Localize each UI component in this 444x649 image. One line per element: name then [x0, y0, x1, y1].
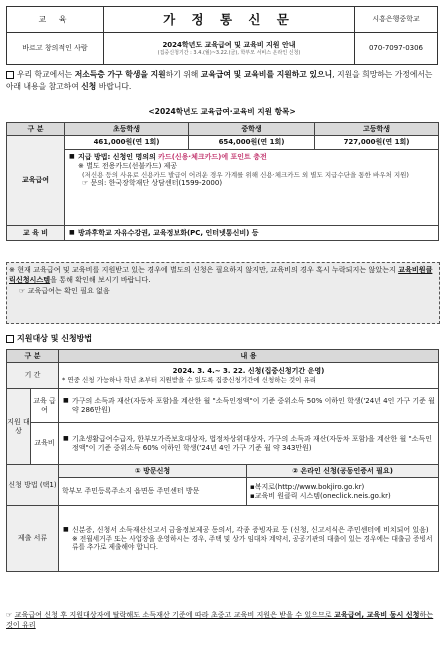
period-main: 2024. 3. 4.~ 3. 22. 신청(집중신청기간 운영) — [172, 367, 325, 376]
row-label-period: 기 간 — [7, 363, 59, 389]
target-edu-text: ■ 가구의 소득과 재산(자동차 포함)을 계산한 월 "소득인정액"이 기준 중위소득 50% 이하인 학생('24년 4인 가구 기준 월 약 286만원) — [72, 397, 435, 415]
amount-elementary: 461,000원(연 1회) — [65, 136, 189, 150]
table-header: 중학생 — [189, 123, 315, 136]
school-motto: 바르고 창의적인 사람 — [7, 33, 104, 65]
school-name: 시흥은행중학교 — [355, 7, 438, 33]
amount-high: 727,000원(연 1회) — [315, 136, 439, 150]
docs-note: ※ 전월세거주 또는 사업장을 운영하시는 경우, 주택 및 상가 임대차 계약서, 공공기관의 대출이 있는 경우에는 대출금 증빙서류를 추가로 제출해야 합니다. — [72, 534, 433, 551]
row-label-docs: 제출 서류 — [7, 506, 59, 572]
docs-text: ■ 신분증, 신청서 소득재산신고서 금융정보제공 동의서, 각종 증빙자료 등 (신청, 신고서식은 주민센터에 비치되어 있음) — [72, 526, 435, 535]
table-header: 초등학생 — [65, 123, 189, 136]
table-header: 고등학생 — [315, 123, 439, 136]
table-header: 내 용 — [59, 350, 439, 363]
eligibility-table — [6, 349, 439, 572]
period-sub: * 연중 신청 가능하나 학년 초부터 지원받을 수 있도록 집중신청기간에 신청하는 것이 유리 — [62, 375, 317, 384]
table-header: 구 분 — [7, 350, 59, 363]
newsletter-subject — [104, 33, 355, 65]
method-visit-head: ① 방문신청 — [59, 465, 247, 478]
target-cost-text: ■ 기초생활급여수급자, 한부모가족보호대상자, 법정차상위대상자, 가구의 소득과 재산(자동차 포함)을 계산한 월 "소득인정액"이 기준 중위소득 60% 이하인 학생('24년 4인 가구 기준 월 약 343만원) — [72, 435, 435, 453]
subject-main: 2024학년도 교육급여 및 교육비 지원 안내 — [162, 41, 296, 49]
support-items-table — [6, 122, 439, 241]
subject-sub: (집중신청기간 : 3.4.(월)~3.22.(금), 학부모 서비스 온라인 신청) — [157, 49, 301, 56]
checkbox-icon — [6, 335, 14, 343]
row-label-edu-benefit: 교육급여 — [7, 136, 65, 226]
method-visit-text: 학부모 주민등록주소지 읍면동 주민센터 방문 — [59, 478, 247, 506]
section-title-support-items: <2024학년도 교육급여·교육비 지원 항목> — [148, 107, 296, 116]
intro-highlight: 저소득층 가구 학생을 지원 — [74, 70, 166, 79]
checkbox-icon — [6, 71, 14, 79]
notice-note: ☞ 교육급여는 확인 필요 없음 — [19, 285, 110, 295]
notice-text: ※ 현재 교육급여 및 교육비를 지원받고 있는 경우에 별도의 신청은 필요하지 않지만, 교육비의 경우 혹시 누락되지는 않았는지 교육비원클릭신청시스템을 통해 확인해 보시기 바랍니다. — [9, 265, 433, 285]
list-item: ■ 지급 방법: 신청인 명의의 카드(신용·체크카드)에 포인트 충전 — [78, 153, 435, 162]
table-header: 구 분 — [7, 123, 65, 136]
intro-highlight-2: 교육급여 및 교육비를 지원하고 있으니 — [200, 70, 333, 79]
list-item: ※ 별도 전용카드(선불카드) 제공 — [78, 161, 178, 170]
list-item: (저신용 등의 사유로 신용카드 발급이 어려운 경우 가계를 위해 신용·체크카드 외 별도 지급수단을 통한 바우처 지원) — [82, 170, 409, 179]
newsletter-header — [6, 6, 438, 65]
amount-middle: 654,000원(연 1회) — [189, 136, 315, 150]
target-cost-label: 교육비 — [31, 423, 59, 465]
link-bokjiro[interactable]: ▪복지로(http://www.bokjiro.go.kr) — [250, 482, 365, 491]
row-label-target: 지원 대상 — [7, 389, 31, 465]
list-item: ■ 방과후학교 자유수강권, 교육정보화(PC, 인터넷통신비) 등 — [78, 229, 435, 238]
notice-box — [6, 262, 440, 324]
list-item: ☞ 문의: 한국장학재단 상담센터(1599-2000) — [82, 178, 223, 187]
contact-phone: 070-7097-0306 — [355, 33, 438, 65]
row-label-method: 신청 방법 (택1) — [7, 465, 59, 506]
target-edu-label: 교육 급여 — [31, 389, 59, 423]
link-oneclick[interactable]: ▪교육비 원클릭 시스템(oneclick.neis.go.kr) — [250, 491, 391, 500]
intro-paragraph: 우리 학교에서는 저소득층 가구 학생을 지원하기 위해 교육급여 및 교육비를 지원하고 있으니, 지원을 희망하는 가정에서는 아래 내용을 참고하여 신청 바랍니다. — [6, 70, 433, 92]
section-title-eligibility: 지원대상 및 신청방법 — [6, 334, 92, 344]
method-online-head: ② 온라인 신청(공동인증서 필요) — [247, 465, 439, 478]
newsletter-title: 가 정 통 신 문 — [104, 7, 355, 33]
header-category: 교 육 — [7, 7, 104, 33]
row-label-edu-cost: 교 육 비 — [7, 226, 65, 241]
payment-details — [65, 150, 439, 226]
footer-note: ☞ 교육급여 신청 후 지원대상자에 탈락해도 소득재산 기준에 따라 초중고 교육비 지원은 받을 수 있으므로 교육급여, 교육비 동시 신청하는 것이 유리 — [6, 610, 434, 630]
